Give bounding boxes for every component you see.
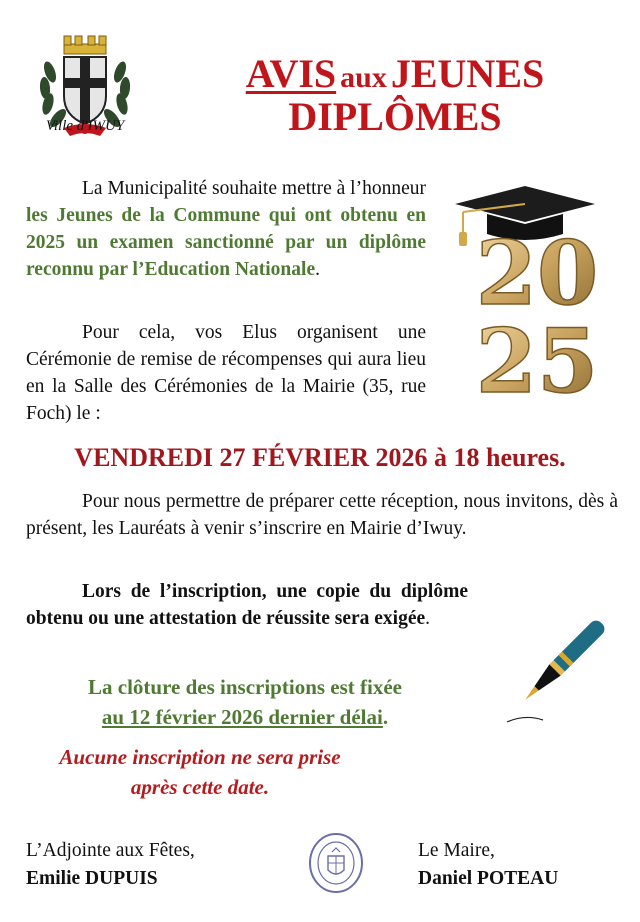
- warning-line-1: Aucune inscription ne sera prise: [59, 745, 341, 769]
- fountain-pen-icon: [495, 610, 615, 730]
- right-role: Le Maire,: [418, 840, 495, 861]
- deadline-end: .: [382, 705, 389, 729]
- title-line-2: DIPLÔMES: [288, 94, 502, 140]
- town-name: Ville d'IWUY: [45, 118, 125, 134]
- left-role: L’Adjointe aux Fêtes,: [26, 840, 195, 861]
- title-word-aux: aux: [340, 61, 387, 94]
- intro-end: .: [315, 259, 320, 280]
- graduation-cap-2025-icon: [445, 182, 625, 407]
- intro-paragraph: [26, 175, 426, 283]
- year-digits-line-2: 25: [475, 309, 599, 407]
- year-digits-line-1: 20: [475, 221, 599, 325]
- intro-text: La Municipalité souhaite mettre à l’honneur: [82, 178, 426, 199]
- intro-highlight: les Jeunes de la Commune qui ont obtenu en 2025 un examen sanctionné par un diplôme reconnu par l’Education Nationale: [26, 205, 426, 280]
- deadline-line-1: La clôture des inscriptions est fixée: [88, 675, 402, 699]
- left-name: Emilie DUPUIS: [26, 868, 158, 889]
- requirement-paragraph: [26, 578, 468, 632]
- ceremony-paragraph: Pour cela, vos Elus organisent une Cérémonie de remise de récompenses qui aura lieu en la Salle des Cérémonies de la Mairie (35, rue Foch) le :: [26, 322, 426, 424]
- deadline-notice: [0, 672, 490, 732]
- warning-notice: [0, 742, 400, 802]
- requirement-end: .: [425, 608, 431, 629]
- title-word-jeunes: JEUNES: [390, 51, 545, 96]
- signature-left: [26, 837, 195, 893]
- title-word-avis: AVIS: [245, 51, 337, 96]
- registration-paragraph: Pour nous permettre de préparer cette réception, nous invitons, dès à présent, les Lauréats à venir s’inscrire en Mairie d’Iwuy.: [26, 491, 618, 539]
- deadline-line-2: au 12 février 2026 dernier délai: [101, 705, 383, 729]
- signature-right: [418, 837, 558, 893]
- requirement-text: Lors de l’inscription, une copie du diplôme obtenu ou une attestation de réussite sera exigée: [26, 581, 468, 629]
- ceremony-date: VENDREDI 27 FÉVRIER 2026 à 18 heures.: [74, 443, 566, 472]
- warning-line-2: après cette date.: [130, 775, 270, 799]
- mairie-stamp-icon: [308, 832, 364, 894]
- page-title: [150, 52, 640, 138]
- right-name: Daniel POTEAU: [418, 868, 559, 889]
